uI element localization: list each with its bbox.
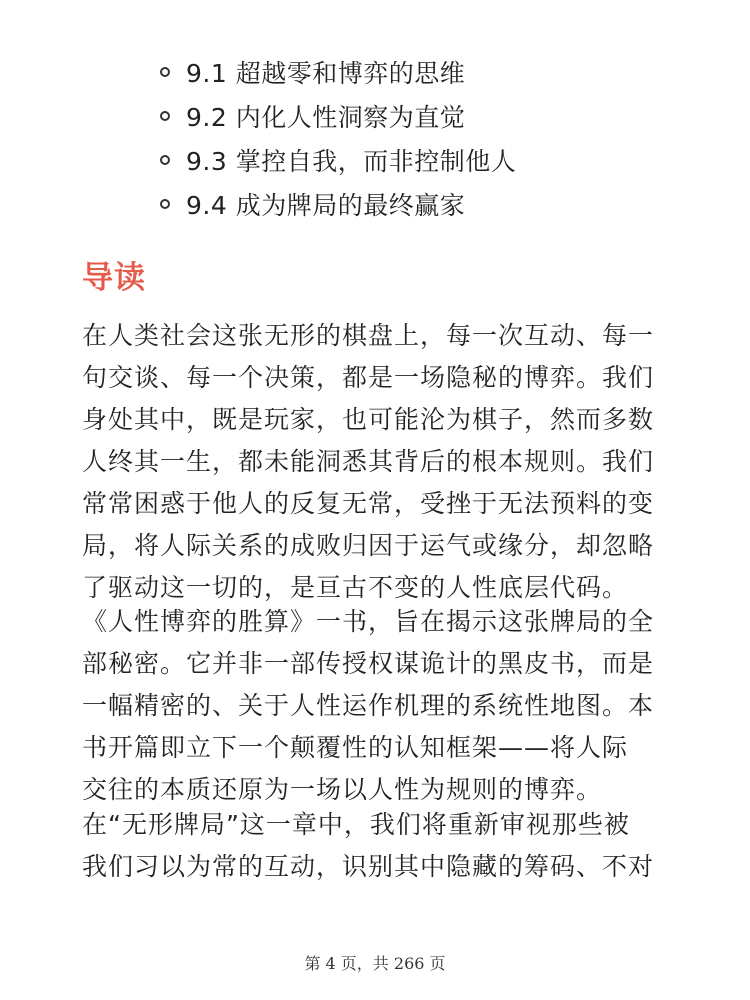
paragraph-line: 一幅精密的、关于人性运作机理的系统性地图。本 — [82, 691, 655, 720]
toc-item-label: 9.2 内化人性洞察为直觉 — [186, 103, 466, 132]
circle-bullet-icon — [160, 111, 170, 121]
toc-item-label: 9.1 超越零和博弈的思维 — [186, 59, 466, 88]
paragraph-line: 在人类社会这张无形的棋盘上，每一次互动、每一 — [82, 321, 655, 350]
paragraph-line: 部秘密。它并非一部传授权谋诡计的黑皮书，而是 — [82, 649, 655, 678]
circle-bullet-icon — [160, 67, 170, 77]
table-of-contents — [160, 50, 516, 226]
page-number-footer: 第 4 页，共 266 页 — [304, 954, 446, 973]
toc-item[interactable] — [160, 182, 516, 226]
body-paragraph — [82, 601, 672, 811]
paragraph-line: 在“无形牌局”这一章中，我们将重新审视那些被 — [82, 810, 630, 839]
paragraph-line: 我们习以为常的互动，识别其中隐藏的筹码、不对 — [82, 852, 655, 881]
circle-bullet-icon — [160, 155, 170, 165]
section-heading: 导读 — [82, 260, 146, 296]
paragraph-line: 人终其一生，都未能洞悉其背后的根本规则。我们 — [82, 447, 655, 476]
body-paragraph — [82, 315, 672, 609]
paragraph-line: 书开篇即立下一个颠覆性的认知框架——将人际 — [82, 733, 629, 762]
body-paragraph — [82, 804, 672, 888]
toc-item-label: 9.4 成为牌局的最终赢家 — [186, 191, 466, 220]
paragraph-line: 常常困惑于他人的反复无常，受挫于无法预料的变 — [82, 489, 655, 518]
toc-item[interactable] — [160, 50, 516, 94]
circle-bullet-icon — [160, 199, 170, 209]
paragraph-line: 局，将人际关系的成败归因于运气或缘分，却忽略 — [82, 531, 655, 560]
paragraph-line: 身处其中，既是玩家，也可能沦为棋子，然而多数 — [82, 405, 655, 434]
toc-item[interactable] — [160, 94, 516, 138]
toc-item[interactable] — [160, 138, 516, 182]
paragraph-line: 交往的本质还原为一场以人性为规则的博弈。 — [82, 775, 603, 804]
paragraph-line: 了驱动这一切的，是亘古不变的人性底层代码。 — [82, 573, 629, 602]
toc-item-label: 9.3 掌控自我，而非控制他人 — [186, 147, 517, 176]
paragraph-line: 《人性博弈的胜算》一书，旨在揭示这张牌局的全 — [82, 607, 655, 636]
paragraph-line: 句交谈、每一个决策，都是一场隐秘的博弈。我们 — [82, 363, 655, 392]
